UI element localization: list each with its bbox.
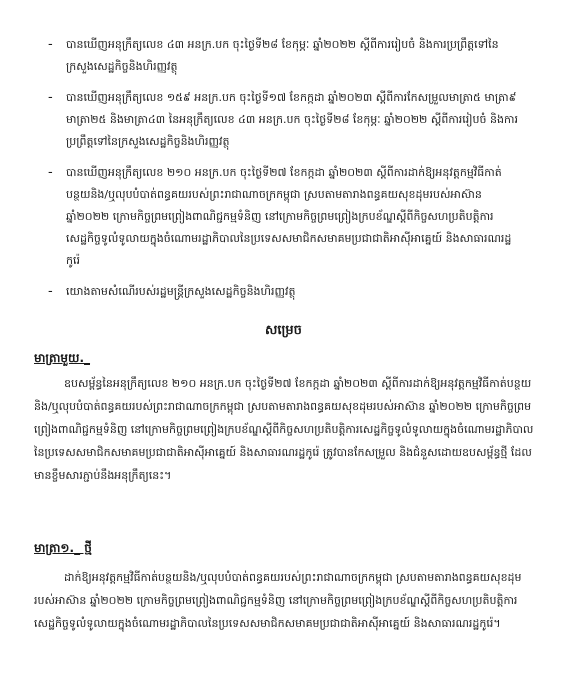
preamble-text: យោងតាមសំណើរបស់រដ្ឋមន្ត្រីក្រសួងសេដ្ឋកិច្ចនិងហិរញ្ញវត្ថុ (66, 285, 296, 298)
bullet-dash: - (48, 90, 53, 105)
preamble-item (48, 162, 518, 272)
decision-title: សម្រេច (265, 323, 302, 338)
preamble-item (48, 281, 518, 303)
bullet-dash: - (48, 284, 53, 299)
preamble-text: បានឃើញអនុក្រឹត្យលេខ ៤៣ អនក្រ.បក ចុះថ្ងៃទី២៨ ខែកុម្ភៈ ឆ្នាំ២០២២ ស្តីពីការរៀបចំ និងការប្រព្រឹត្តទៅនៃក្រសួងសេដ្ឋកិច្ចនិងហិរញ្ញវត្ថុ (66, 38, 499, 73)
preamble-item (48, 87, 518, 153)
preamble-text: បានឃើញអនុក្រឹត្យលេខ ១៥៩ អនក្រ.បក ចុះថ្ងៃទី១៧ ខែកក្កដា ឆ្នាំ២០២៣ ស្តីពីការកែសម្រួលមាត្រា៥ មាត្រា៩ មាត្រា២៥ និងមាត្រា៤៣ នៃអនុក្រឹត្យលេខ ៤៣ អនក្រ.បក ចុះថ្ងៃទី២៨ ខែកុម្ភៈ ឆ្នាំ២០២២ ស្តីពីការរៀបចំ និងការប្រព្រឹត្តទៅនៃក្រសួងសេដ្ឋកិច្ចនិងហិរញ្ញវត្ថុ (66, 91, 518, 148)
preamble-list (48, 34, 518, 312)
preamble-text: បានឃើញអនុក្រឹត្យលេខ ២១០ អនក្រ.បក ចុះថ្ងៃទី២៧ ខែកក្កដា ឆ្នាំ២០២៣ ស្តីពីការដាក់ឱ្យអនុវត្តកម្មវិធីកាត់បន្ថយនិង/ឬលុបបំបាត់ពន្ធគយរបស់ព្រះរាជាណាចក្រកម្ពុជា ស្របតាមតារាងពន្ធគយសុខដុមរបស់អាស៊ាន ឆ្នាំ២០២២ ក្រោមកិច្ចព្រមព្រៀងពាណិជ្ជកម្មទំនិញ នៅក្រោមកិច្ចព្រមព្រៀងក្របខ័ណ្ឌស្តីពីកិច្ចសហប្រតិបត្តិការសេដ្ឋកិច្ចទូលំទូលាយក្នុងចំណោមរដ្ឋាភិបាលនៃប្រទេសសមាជិកសមាគមប្រជាជាតិអាស៊ីអាគ្នេយ៍ និងសាធារណរដ្ឋកូរ៉េ (66, 166, 512, 267)
article-1-heading: មាត្រាមួយ._ (34, 351, 91, 365)
article-2-heading: មាត្រា១._ ថ្មី (34, 541, 92, 555)
bullet-dash: - (48, 37, 53, 52)
preamble-item (48, 34, 518, 78)
article-2-text: ដាក់ឱ្យអនុវត្តកម្មវិធីកាត់បន្ថយនិង/ឬលុបបំបាត់ពន្ធគយរបស់ព្រះរាជាណាចក្រកម្ពុជា ស្របតាមតារាងពន្ធគយសុខដុមរបស់អាស៊ាន ឆ្នាំ២០២២ ក្រោមកិច្ចព្រមព្រៀងពាណិជ្ជកម្មទំនិញ នៅក្រោមកិច្ចព្រមព្រៀងក្របខ័ណ្ឌស្តីពីកិច្ចសហប្រតិបត្តិការសេដ្ឋកិច្ចទូលំទូលាយក្នុងចំណោមរដ្ឋាភិបាលនៃប្រទេសសមាជិកសមាគមប្រជាជាតិអាស៊ីអាគ្នេយ៍ និងសាធារណរដ្ឋកូរ៉េ។ (34, 571, 522, 630)
article-1-text: ឧបសម្ព័ន្ធនៃអនុក្រឹត្យលេខ ២១០ អនក្រ.បក ចុះថ្ងៃទី២៧ ខែកក្កដា ឆ្នាំ២០២៣ ស្តីពីការដាក់ឱ្យអនុវត្តកម្មវិធីកាត់បន្ថយនិង/ឬលុបបំបាត់ពន្ធគយរបស់ព្រះរាជាណាចក្រកម្ពុជា ស្របតាមតារាងពន្ធគយសុខដុមរបស់អាស៊ាន ឆ្នាំ២០២២ ក្រោមកិច្ចព្រមព្រៀងពាណិជ្ជកម្មទំនិញ នៅក្រោមកិច្ចព្រមព្រៀងក្របខ័ណ្ឌស្តីពីកិច្ចសហប្រតិបត្តិការសេដ្ឋកិច្ចទូលំទូលាយក្នុងចំណោមរដ្ឋាភិបាលនៃប្រទេសសមាជិកសមាគមប្រជាជាតិអាស៊ីអាគ្នេយ៍ និងសាធារណរដ្ឋកូរ៉េ ត្រូវបានកែសម្រួល និងជំនួសដោយឧបសម្ព័ន្ធថ្មី ដែលមានខ្ចឹមសារភ្ជាប់នឹងអនុក្រឹត្យនេះ។ (34, 377, 534, 482)
bullet-dash: - (48, 165, 53, 180)
